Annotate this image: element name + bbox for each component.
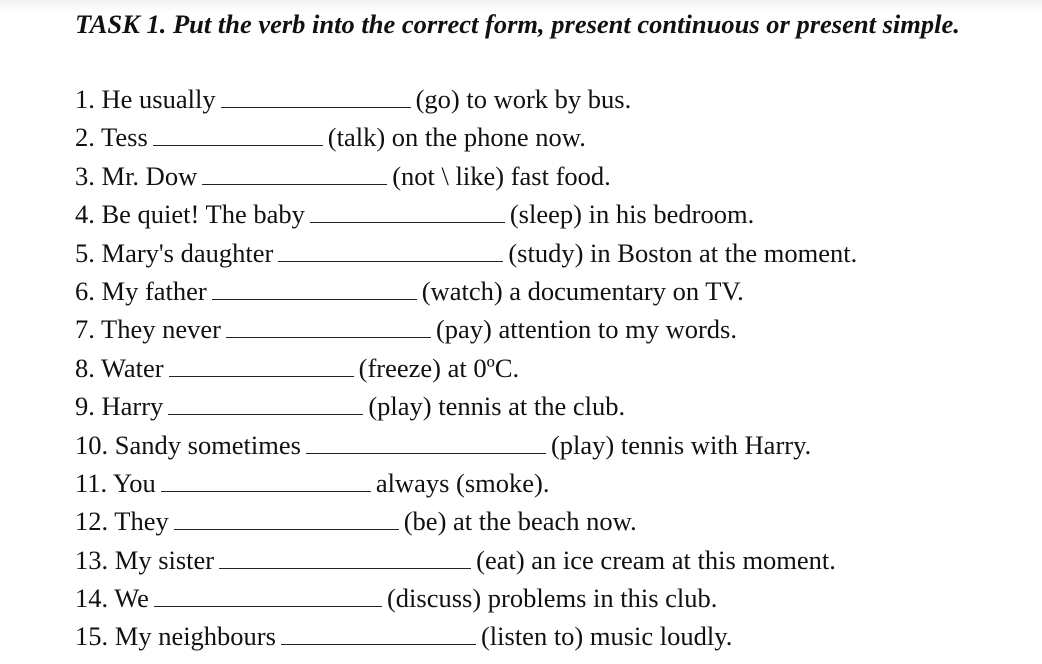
item-rest: (listen to) music loudly. bbox=[480, 621, 733, 652]
item-subject: Mr. Dow bbox=[101, 160, 198, 191]
answer-blank[interactable] bbox=[310, 200, 505, 223]
item-rest: (not \ like) fast food. bbox=[392, 160, 611, 191]
item-subject: Water bbox=[101, 352, 164, 383]
answer-blank[interactable] bbox=[306, 431, 546, 454]
item-subject: My father bbox=[101, 275, 207, 306]
item-rest: (sleep) in his bedroom. bbox=[509, 199, 755, 230]
item-subject: They never bbox=[101, 314, 221, 345]
answer-blank[interactable] bbox=[281, 622, 476, 645]
item-subject: My sister bbox=[114, 544, 215, 575]
item-subject: My neighbours bbox=[114, 621, 276, 652]
item-number: 3. bbox=[75, 160, 95, 191]
exercise-item bbox=[75, 195, 857, 233]
item-number: 2. bbox=[75, 122, 95, 153]
exercise-item bbox=[75, 426, 857, 464]
item-subject: Mary's daughter bbox=[101, 237, 274, 268]
item-rest: (watch) a documentary on TV. bbox=[421, 275, 744, 306]
item-number: 15. bbox=[75, 621, 109, 652]
answer-blank[interactable] bbox=[174, 507, 399, 530]
item-number: 6. bbox=[75, 275, 95, 306]
item-number: 12. bbox=[75, 506, 109, 537]
item-subject: Tess bbox=[101, 122, 148, 153]
item-subject: Be quiet! The baby bbox=[101, 199, 305, 230]
exercise-item bbox=[75, 272, 857, 310]
task-heading: TASK 1. Put the verb into the correct form, present continuous or present simple. bbox=[75, 9, 960, 39]
item-number: 13. bbox=[75, 544, 109, 575]
item-rest: always (smoke). bbox=[375, 467, 550, 498]
answer-blank[interactable] bbox=[161, 469, 371, 492]
answer-blank[interactable] bbox=[212, 277, 417, 300]
exercise-item bbox=[75, 387, 857, 425]
item-number: 4. bbox=[75, 199, 95, 230]
item-subject: Sandy sometimes bbox=[114, 429, 301, 460]
exercise-item bbox=[75, 80, 857, 118]
answer-blank[interactable] bbox=[154, 584, 382, 607]
item-rest: (freeze) at 0ºC. bbox=[358, 352, 520, 383]
item-rest: (go) to work by bus. bbox=[415, 84, 632, 114]
item-subject: He usually bbox=[101, 84, 216, 114]
item-subject: We bbox=[114, 583, 149, 614]
answer-blank[interactable] bbox=[221, 85, 411, 108]
item-number: 11. bbox=[75, 467, 108, 498]
exercise-item bbox=[75, 349, 857, 387]
item-subject: Harry bbox=[101, 391, 164, 422]
exercise-item bbox=[75, 541, 857, 579]
item-number: 9. bbox=[75, 391, 95, 422]
item-number: 5. bbox=[75, 237, 95, 268]
answer-blank[interactable] bbox=[219, 546, 471, 569]
answer-blank[interactable] bbox=[168, 392, 363, 415]
exercise-item bbox=[75, 118, 857, 156]
exercise-item bbox=[75, 617, 857, 655]
item-number: 7. bbox=[75, 314, 95, 345]
answer-blank[interactable] bbox=[169, 354, 354, 377]
item-rest: (eat) an ice cream at this moment. bbox=[476, 544, 836, 575]
item-subject: You bbox=[112, 467, 156, 498]
exercise-list bbox=[75, 80, 857, 656]
item-rest: (talk) on the phone now. bbox=[327, 122, 586, 153]
item-rest: (discuss) problems in this club. bbox=[386, 583, 718, 614]
answer-blank[interactable] bbox=[202, 162, 387, 185]
item-number: 14. bbox=[75, 583, 109, 614]
item-number: 8. bbox=[75, 352, 95, 383]
exercise-item bbox=[75, 579, 857, 617]
item-number: 10. bbox=[75, 429, 109, 460]
exercise-item bbox=[75, 234, 857, 272]
item-rest: (be) at the beach now. bbox=[403, 506, 637, 537]
item-number: 1. bbox=[75, 84, 95, 114]
exercise-item bbox=[75, 157, 857, 195]
exercise-item bbox=[75, 502, 857, 540]
answer-blank[interactable] bbox=[153, 123, 323, 146]
item-rest: (pay) attention to my words. bbox=[435, 314, 737, 345]
item-rest: (play) tennis with Harry. bbox=[550, 429, 812, 460]
exercise-item bbox=[75, 310, 857, 348]
exercise-item bbox=[75, 464, 857, 502]
answer-blank[interactable] bbox=[226, 315, 431, 338]
item-rest: (study) in Boston at the moment. bbox=[508, 237, 858, 268]
answer-blank[interactable] bbox=[278, 239, 503, 262]
item-subject: They bbox=[114, 506, 169, 537]
item-rest: (play) tennis at the club. bbox=[368, 391, 626, 422]
